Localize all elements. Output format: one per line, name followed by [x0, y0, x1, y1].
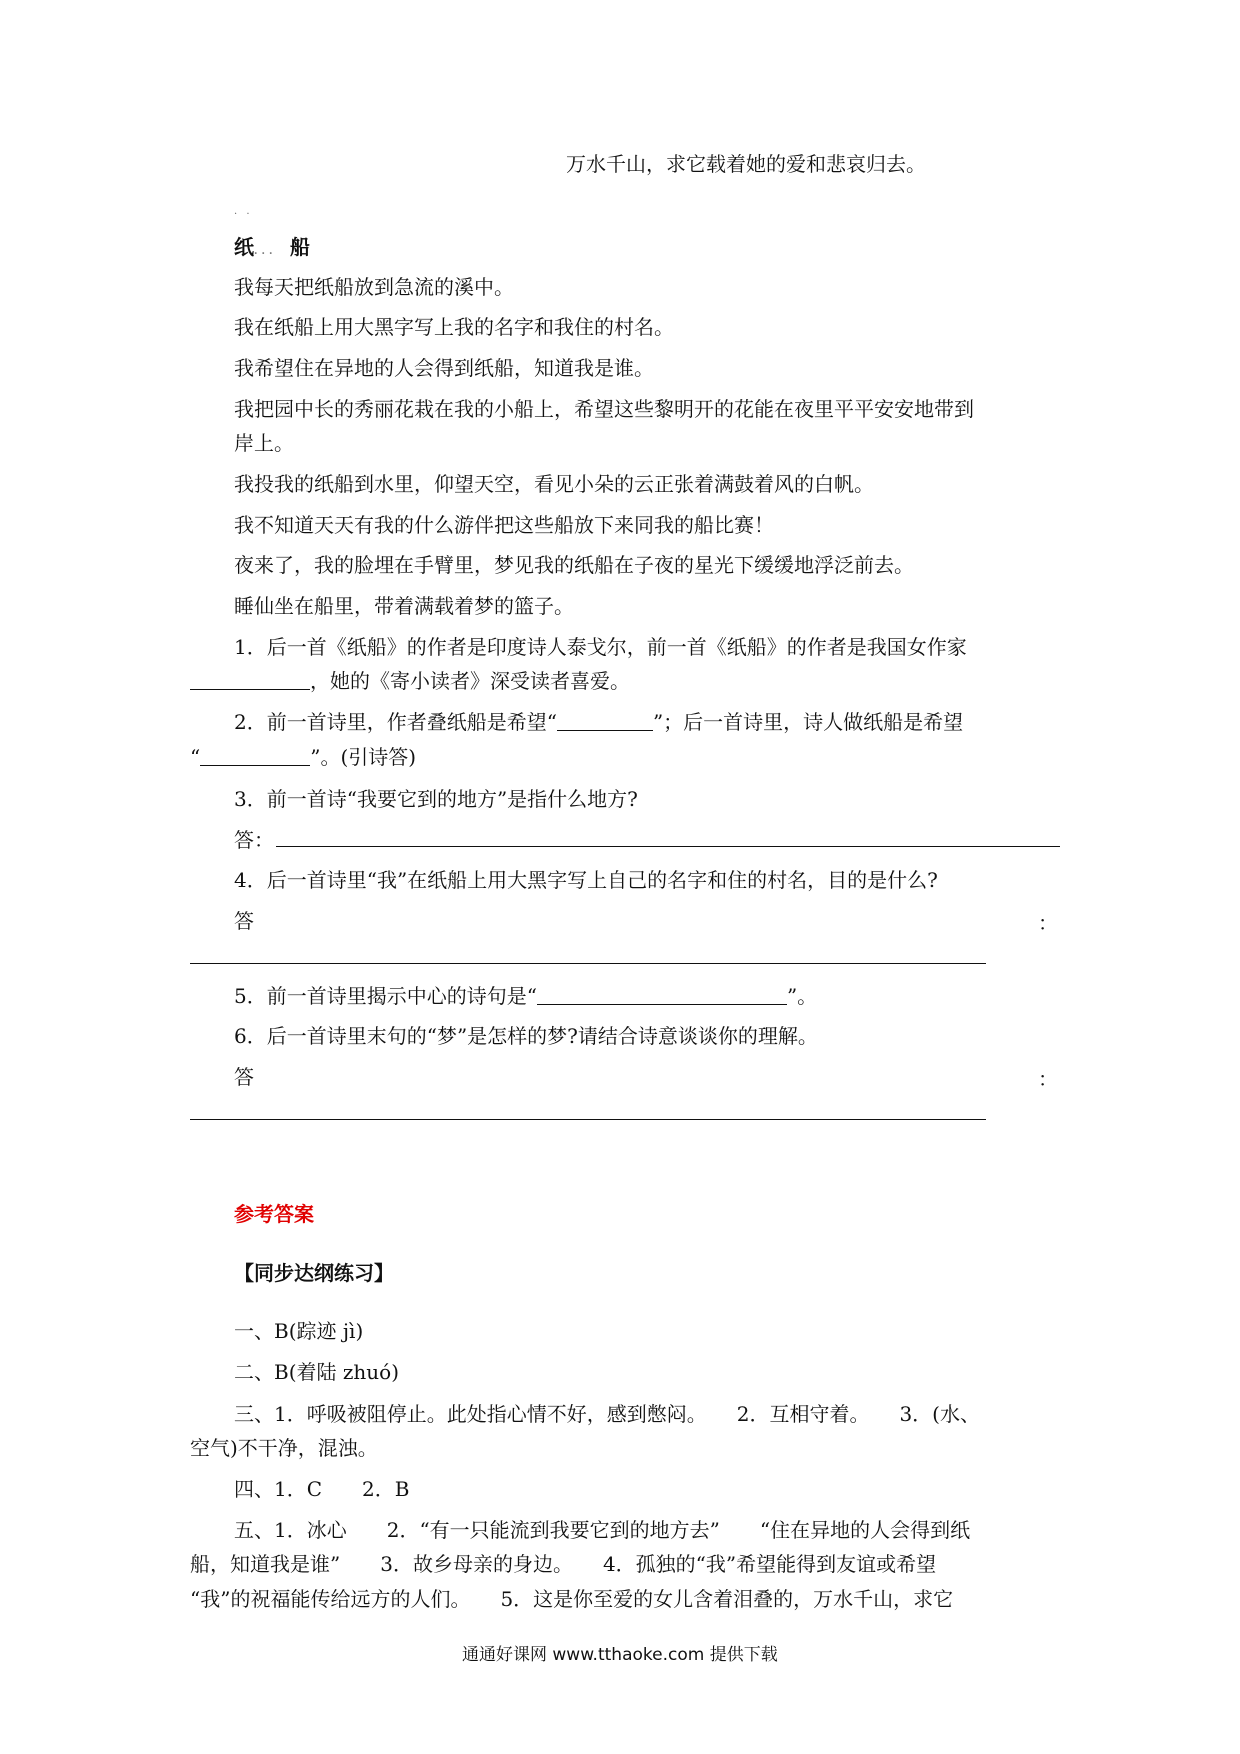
answer-line[interactable] — [276, 846, 1060, 847]
poem-line: 我每天把纸船放到急流的溪中。 — [234, 275, 514, 299]
poem-title-char-1: 纸 — [234, 235, 254, 259]
poem-line: 岸上。 — [234, 431, 294, 455]
question-3: 3．前一首诗“我要它到的地方”是指什么地方? — [234, 787, 638, 811]
question-1: 1．后一首《纸船》的作者是印度诗人泰戈尔，前一首《纸船》的作者是我国女作家 — [234, 635, 967, 659]
answer-item-cont: 空气)不干净，混浊。 — [190, 1436, 378, 1460]
poem-line: 我不知道天天有我的什么游伴把这些船放下来同我的船比赛！ — [234, 513, 774, 537]
question-5: 5．前一首诗里揭示中心的诗句是“ ”。 — [234, 984, 818, 1008]
question-2: 2．前一首诗里，作者叠纸船是希望“ ”；后一首诗里，诗人做纸船是希望 — [234, 710, 964, 734]
question-6: 6．后一首诗里末句的“梦”是怎样的梦?请结合诗意谈谈你的理解。 — [234, 1024, 818, 1048]
poem-line: 睡仙坐在船里，带着满载着梦的篮子。 — [234, 594, 574, 618]
question-1-cont: ，她的《寄小读者》深受读者喜爱。 — [190, 668, 630, 694]
page-footer: 通通好课网 www.tthaoke.com 提供下载 — [462, 1645, 778, 1665]
answer-blank[interactable] — [200, 745, 310, 766]
answer-item: 一、B(踪迹 jì) — [234, 1319, 364, 1343]
answers-heading: 参考答案 — [234, 1202, 314, 1226]
answer-item-cont: 船，知道我是谁” 3．故乡母亲的身边。 4．孤独的“我”希望能得到友谊或希望 — [190, 1552, 937, 1576]
poem-closing-line: 万水千山，求它载着她的爱和悲哀归去。 — [566, 152, 926, 176]
question-4: 4．后一首诗里“我”在纸船上用大黑字写上自己的名字和住的村名，目的是什么? — [234, 868, 938, 892]
poem-line: 我投我的纸船到水里，仰望天空，看见小朵的云正张着满鼓着风的白帆。 — [234, 472, 874, 496]
answer-line[interactable] — [190, 963, 986, 964]
title-dots: ... — [254, 246, 277, 257]
poem-line: 我希望住在异地的人会得到纸船，知道我是谁。 — [234, 356, 654, 380]
stray-dots: . . — [234, 206, 253, 217]
poem-line: 我在纸船上用大黑字写上我的名字和我住的村名。 — [234, 315, 674, 339]
answer-item: 五、1．冰心 2．“有一只能流到我要它到的地方去” “住在异地的人会得到纸 — [234, 1518, 971, 1542]
poem-line: 夜来了，我的脸埋在手臂里，梦见我的纸船在子夜的星光下缓缓地浮泛前去。 — [234, 553, 914, 577]
answer-item: 二、B(着陆 zhuó) — [234, 1360, 399, 1384]
poem-title-char-2: 船 — [290, 235, 310, 259]
question-4-colon: ： — [1038, 911, 1058, 935]
question-2-cont: “ ”。(引诗答) — [190, 745, 417, 769]
answer-blank[interactable] — [537, 984, 787, 1005]
poem-line: 我把园中长的秀丽花栽在我的小船上，希望这些黎明开的花能在夜里平平安安地带到 — [234, 397, 974, 421]
answer-item: 三、1．呼吸被阻停止。此处指心情不好，感到憋闷。 2．互相守着。 3．(水、 — [234, 1402, 980, 1426]
answer-blank[interactable] — [190, 669, 310, 690]
poem-title — [234, 234, 310, 265]
answers-section-title: 【同步达纲练习】 — [234, 1261, 394, 1285]
question-4-answer-label: 答 — [234, 909, 254, 933]
answer-blank[interactable] — [557, 710, 653, 731]
question-6-colon: ： — [1038, 1067, 1058, 1091]
answer-item-cont: “我”的祝福能传给远方的人们。 5．这是你至爱的女儿含着泪叠的，万水千山，求它 — [190, 1587, 954, 1611]
answer-line[interactable] — [190, 1119, 986, 1120]
question-6-answer-label: 答 — [234, 1065, 254, 1089]
question-3-answer-label: 答： — [234, 828, 274, 852]
answer-item: 四、1．C 2．B — [234, 1477, 410, 1501]
